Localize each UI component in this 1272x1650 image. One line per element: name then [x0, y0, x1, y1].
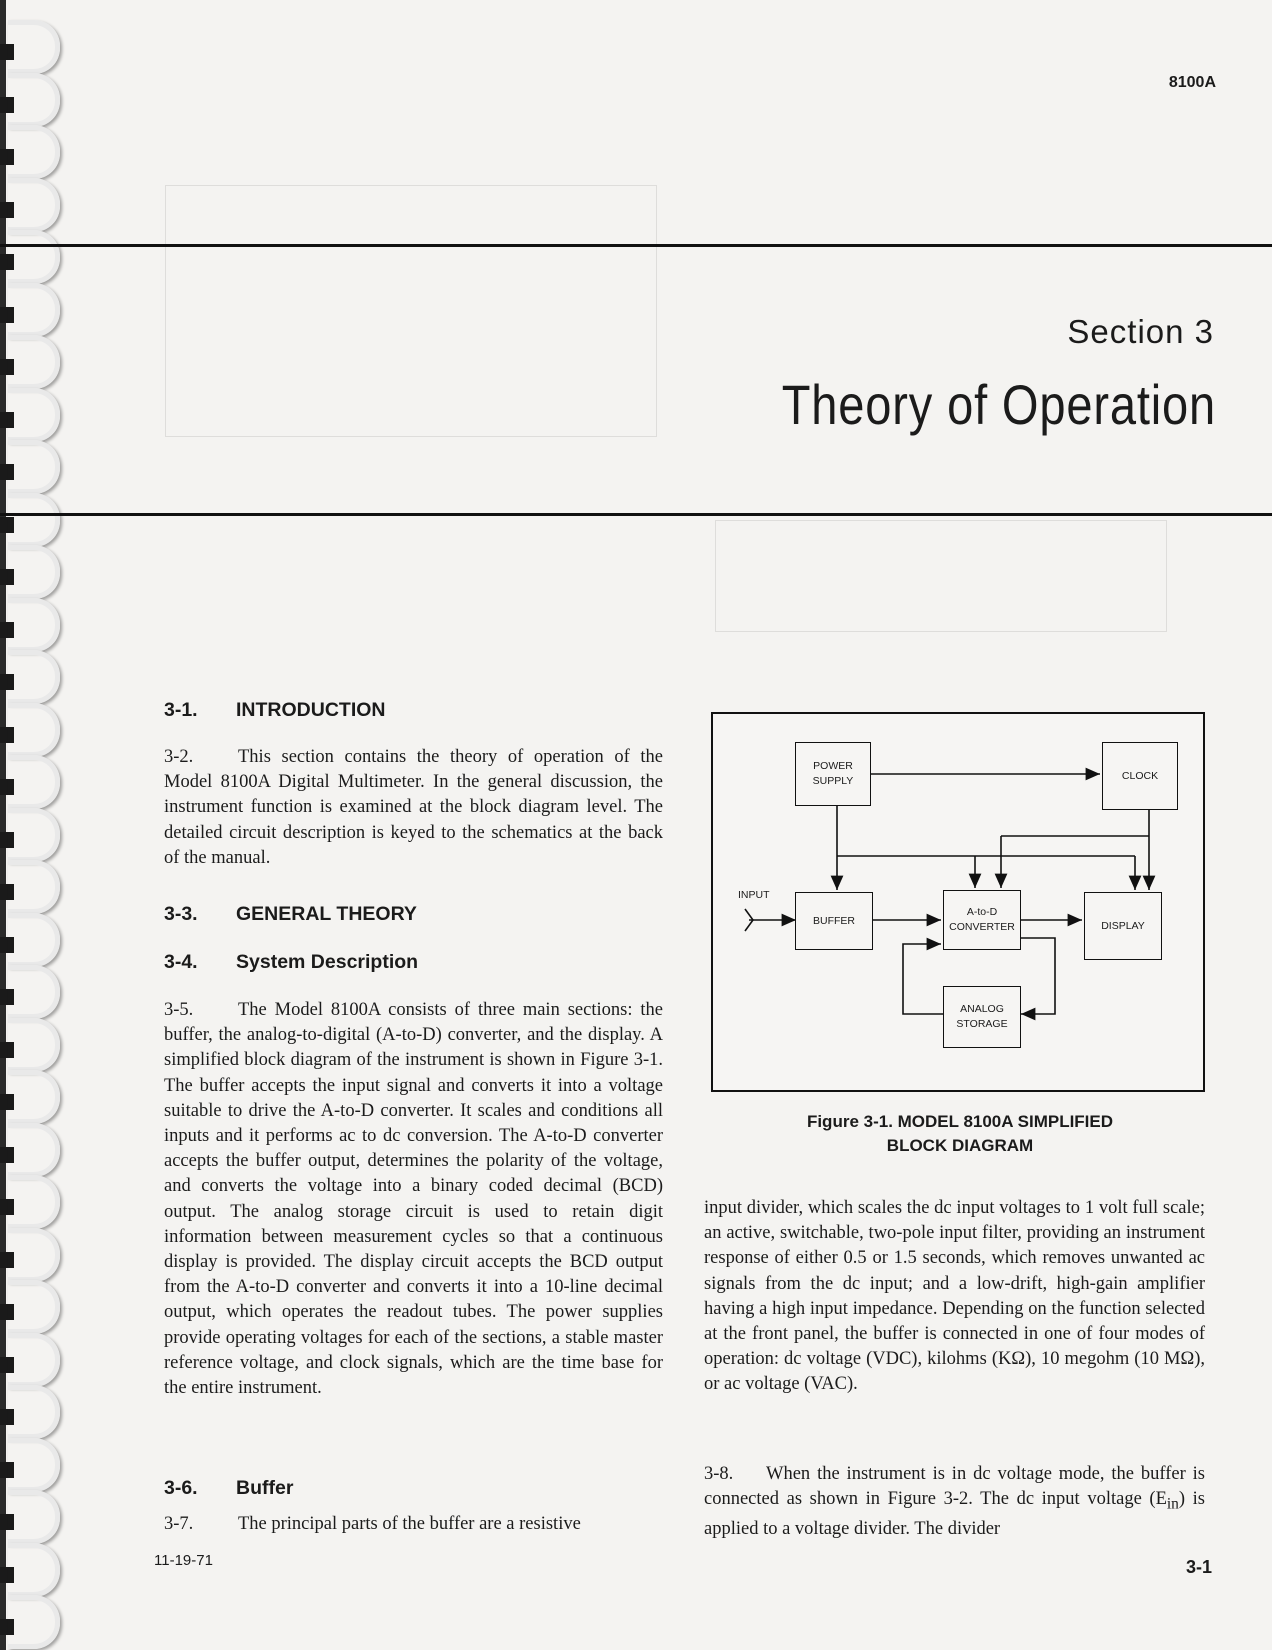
binding-ring	[0, 1175, 64, 1229]
binding-ring	[0, 860, 64, 914]
block-analog-storage	[943, 986, 1021, 1048]
binding-coil	[8, 1280, 60, 1334]
binding-coil	[8, 335, 60, 389]
block-label: DISPLAY	[1101, 919, 1145, 932]
binding-coil	[8, 755, 60, 809]
binding-coil	[8, 1385, 60, 1439]
binding-coil	[8, 125, 60, 179]
binding-coil	[8, 703, 60, 757]
footer-date: 11-19-71	[154, 1552, 213, 1569]
block-buffer	[795, 892, 873, 950]
binding-ring	[0, 388, 64, 442]
binding-coil	[8, 388, 60, 442]
binding-ring	[0, 755, 64, 809]
heading-introduction	[164, 699, 386, 722]
header-model-number: 8100A	[1168, 74, 1216, 91]
binding-ring	[0, 545, 64, 599]
caption-line-2: BLOCK DIAGRAM	[886, 1136, 1034, 1155]
binding-ring	[0, 1385, 64, 1439]
binding-coil	[8, 598, 60, 652]
binding-coil	[8, 1595, 60, 1649]
figure-caption	[720, 1110, 1200, 1158]
binding-coil	[8, 493, 60, 547]
subscript: in	[1166, 1495, 1179, 1513]
binding-ring	[0, 965, 64, 1019]
binding-ring	[0, 283, 64, 337]
heading-number: 3-1.	[164, 699, 198, 721]
heading-label: System Description	[236, 951, 419, 973]
heading-number: 3-4.	[164, 951, 198, 973]
binding-ring	[0, 1280, 64, 1334]
block-display	[1084, 892, 1162, 960]
block-label: POWER SUPPLY	[812, 760, 854, 787]
section-number: Section 3	[1067, 313, 1214, 350]
caption-line-1: Figure 3-1. MODEL 8100A SIMPLIFIED	[806, 1112, 1114, 1131]
binding-coil	[8, 1490, 60, 1544]
binding-ring	[0, 1123, 64, 1177]
binding-coil	[8, 913, 60, 967]
binding-coil	[8, 860, 60, 914]
wire-storage-to-atod	[903, 944, 943, 1014]
paragraph-text: input divider, which scales the dc input voltages to 1 volt full scale; an active, switchable, two-pole input filter, providing an instrument response of either 0.5 or 1.5 seconds, which removes unwanted ac signals from the dc input; and a low-drift, high-gain amplifier having a high input impedance. Depending on the function selected at the front panel, the buffer is connected in one of four modes of operation: dc voltage (VDC), kilohms (KΩ), 10 megohm (10 MΩ), or ac voltage (VAC).	[704, 1198, 1205, 1395]
binding-ring	[0, 808, 64, 862]
binding-coil	[8, 178, 60, 232]
binding-ring	[0, 1333, 64, 1387]
binding-ring	[0, 1595, 64, 1649]
heading-system-description	[164, 951, 418, 974]
block-atod-converter	[943, 890, 1021, 950]
binding-ring	[0, 73, 64, 127]
binding-ring	[0, 440, 64, 494]
binding-coil	[8, 283, 60, 337]
binding-coil	[8, 73, 60, 127]
binding-ring	[0, 1490, 64, 1544]
binding-coil	[8, 650, 60, 704]
paragraph-3-5	[164, 998, 663, 1401]
heading-label: Buffer	[236, 1477, 294, 1499]
block-power-supply	[795, 742, 871, 806]
binding-coil	[8, 545, 60, 599]
binding-ring	[0, 125, 64, 179]
block-diagram-figure	[711, 712, 1205, 1092]
binding-ring	[0, 178, 64, 232]
paragraph-3-7-continued	[704, 1196, 1205, 1398]
binding-ring	[0, 335, 64, 389]
binding-ring	[0, 20, 64, 74]
binding-ring	[0, 913, 64, 967]
paragraph-3-7	[164, 1512, 663, 1537]
binding-ring	[0, 1438, 64, 1492]
binding-ring	[0, 598, 64, 652]
binding-coil	[8, 1018, 60, 1072]
binding-ring	[0, 1018, 64, 1072]
paragraph-number: 3-5.	[164, 1000, 194, 1020]
heading-label: GENERAL THEORY	[236, 903, 417, 925]
heading-number: 3-6.	[164, 1477, 198, 1499]
binding-ring	[0, 230, 64, 284]
binding-coil	[8, 230, 60, 284]
paragraph-text: The Model 8100A consists of three main sections: the buffer, the analog-to-digital (A-to-D) converter, and the display. A simplified block diagram of the instrument is shown in Figure 3-1. The buffer accepts the input signal and converts it into a voltage suitable to drive the A-to-D converter. It scales and conditions all inputs and it performs ac to dc conversion. The A-to-D converter accepts the buffer output, determines the polarity of the voltage, and converts the voltage into a binary coded decimal (BCD) output. The analog storage circuit is used to retain digit information between measurement cycles so that a continuous display is provided. The display circuit accepts the BCD output from the A-to-D converter and converts it into a 10-line decimal output, which operates the readout tubes. The power supplies provide operating voltages for each of the sections, a stable master reference voltage, and clock signals, which are the time base for the entire instrument.	[164, 1000, 663, 1399]
paragraph-3-8	[704, 1462, 1205, 1542]
section-title: Theory of Operation	[781, 373, 1216, 436]
binding-coil	[8, 1228, 60, 1282]
paragraph-3-2	[164, 745, 663, 871]
block-label: BUFFER	[813, 914, 855, 927]
block-label: ANALOG STORAGE	[956, 1003, 1008, 1030]
spiral-binding	[0, 0, 70, 1650]
block-label: CLOCK	[1121, 769, 1159, 782]
binding-coil	[8, 965, 60, 1019]
binding-coil	[8, 1438, 60, 1492]
wire-atod-to-storage	[1021, 938, 1055, 1014]
paragraph-number: 3-2.	[164, 747, 194, 767]
block-clock	[1102, 742, 1178, 810]
binding-coil	[8, 440, 60, 494]
binding-coil	[8, 1175, 60, 1229]
heading-general-theory	[164, 903, 417, 926]
footer-page-number: 3-1	[1185, 1557, 1212, 1577]
heading-buffer	[164, 1477, 293, 1500]
binding-ring	[0, 493, 64, 547]
paragraph-text-a: When the instrument is in dc voltage mode, the buffer is connected as shown in Figure 3-2. The dc input voltage (E	[704, 1464, 1205, 1510]
binding-coil	[8, 20, 60, 74]
show-through-artifact	[715, 520, 1167, 632]
paragraph-text: The principal parts of the buffer are a resistive	[238, 1514, 581, 1534]
binding-ring	[0, 1543, 64, 1597]
binding-coil	[8, 1070, 60, 1124]
paragraph-number: 3-8.	[704, 1464, 734, 1484]
binding-coil	[8, 1123, 60, 1177]
paragraph-text: This section contains the theory of operation of the Model 8100A Digital Multimeter. In the general discussion, the instrument function is examined at the block diagram level. The detailed circuit description is keyed to the schematics at the back of the manual.	[164, 747, 663, 868]
binding-ring	[0, 1070, 64, 1124]
binding-ring	[0, 703, 64, 757]
heading-label: INTRODUCTION	[236, 699, 386, 721]
bottom-rule	[0, 513, 1272, 516]
binding-coil	[8, 1543, 60, 1597]
binding-coil	[8, 1333, 60, 1387]
show-through-artifact	[165, 185, 657, 437]
paragraph-number: 3-7.	[164, 1514, 194, 1534]
binding-ring	[0, 650, 64, 704]
binding-ring	[0, 1228, 64, 1282]
heading-number: 3-3.	[164, 903, 198, 925]
top-rule	[0, 244, 1272, 247]
binding-coil	[8, 808, 60, 862]
input-label: INPUT	[738, 889, 770, 901]
paragraph-text-b: ) is applied to a voltage divider. The divider	[704, 1489, 1206, 1540]
block-label: A-to-D CONVERTER	[949, 906, 1015, 933]
